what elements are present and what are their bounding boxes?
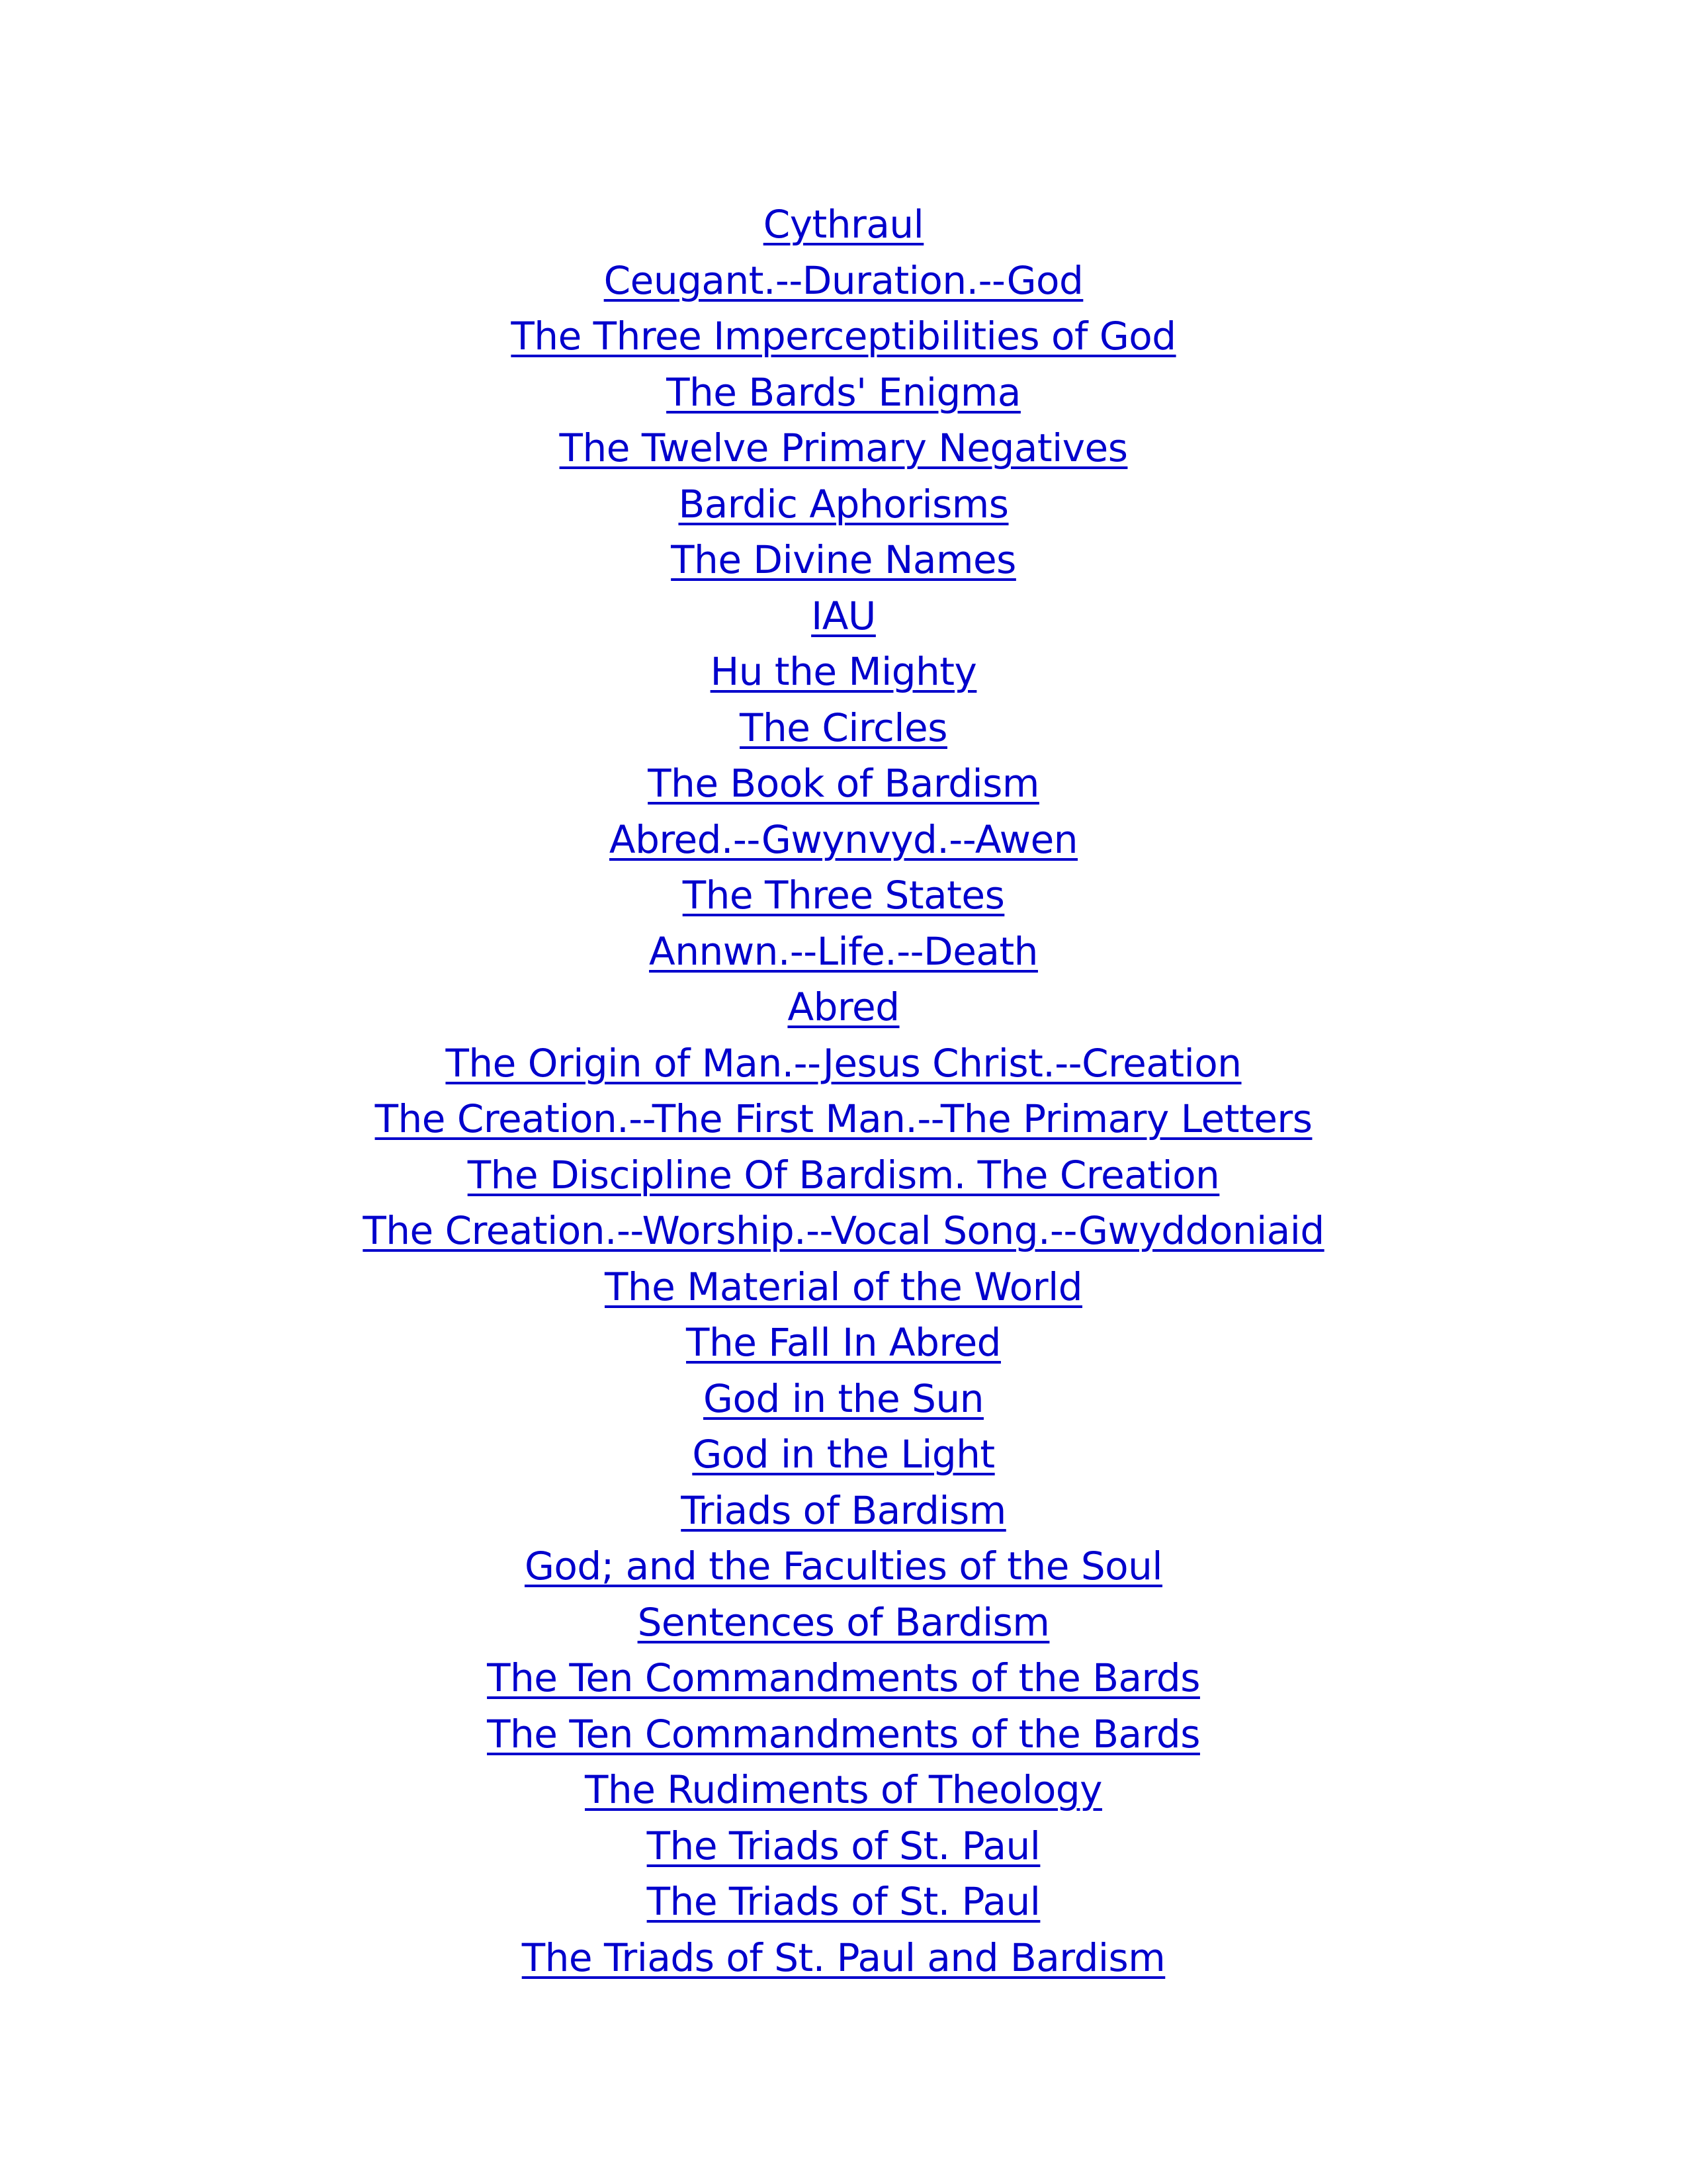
- toc-link[interactable]: The Ten Commandments of the Bards: [487, 1711, 1200, 1757]
- toc-link[interactable]: The Triads of St. Paul and Bardism: [521, 1935, 1166, 1980]
- toc-link[interactable]: The Triads of St. Paul: [646, 1879, 1041, 1924]
- toc-item: [0, 1930, 1687, 1986]
- toc-link[interactable]: Cythraul: [763, 202, 924, 247]
- toc-link[interactable]: The Three States: [682, 873, 1005, 918]
- toc-link[interactable]: The Origin of Man.--Jesus Christ.--Creation: [445, 1040, 1242, 1086]
- toc-item: [0, 644, 1687, 700]
- toc-item: [0, 1147, 1687, 1203]
- toc-item: [0, 1483, 1687, 1539]
- toc-item: [0, 308, 1687, 365]
- toc-item: [0, 1706, 1687, 1763]
- toc-link[interactable]: Triads of Bardism: [681, 1487, 1006, 1533]
- toc-item: [0, 1371, 1687, 1427]
- toc-link[interactable]: The Triads of St. Paul: [646, 1823, 1041, 1868]
- toc-link[interactable]: The Circles: [740, 705, 947, 750]
- toc-item: [0, 700, 1687, 756]
- toc-item: [0, 1091, 1687, 1147]
- toc-link[interactable]: The Twelve Primary Negatives: [559, 425, 1128, 470]
- toc-item: [0, 867, 1687, 924]
- toc-item: [0, 253, 1687, 309]
- toc-item: [0, 1594, 1687, 1651]
- toc-link[interactable]: The Creation.--The First Man.--The Primary Letters: [374, 1096, 1313, 1141]
- toc-item: [0, 812, 1687, 868]
- toc-item: [0, 1874, 1687, 1930]
- toc-link[interactable]: Hu the Mighty: [710, 649, 977, 694]
- toc-item: [0, 1538, 1687, 1594]
- toc-link[interactable]: The Discipline Of Bardism. The Creation: [467, 1152, 1220, 1198]
- toc-item: [0, 1259, 1687, 1315]
- toc-link[interactable]: The Ten Commandments of the Bards: [487, 1655, 1200, 1700]
- toc-link[interactable]: The Book of Bardism: [648, 761, 1039, 806]
- toc-item: [0, 420, 1687, 476]
- toc-item: [0, 979, 1687, 1035]
- toc-item: [0, 1315, 1687, 1371]
- toc-link[interactable]: Abred.--Gwynvyd.--Awen: [609, 816, 1078, 862]
- toc-item: [0, 532, 1687, 588]
- toc-link[interactable]: The Fall In Abred: [686, 1320, 1001, 1365]
- toc-link[interactable]: Bardic Aphorisms: [678, 481, 1009, 527]
- toc-link[interactable]: IAU: [811, 593, 876, 638]
- toc-link[interactable]: God in the Light: [692, 1432, 995, 1477]
- toc-link[interactable]: God; and the Faculties of the Soul: [524, 1544, 1163, 1589]
- toc-item: [0, 1426, 1687, 1483]
- toc-link[interactable]: The Bards' Enigma: [666, 369, 1021, 415]
- toc-item: [0, 924, 1687, 980]
- toc-link[interactable]: Sentences of Bardism: [637, 1599, 1050, 1645]
- toc-link[interactable]: God in the Sun: [703, 1376, 984, 1421]
- toc-link[interactable]: The Rudiments of Theology: [585, 1767, 1102, 1812]
- toc-link[interactable]: The Three Imperceptibilities of God: [511, 314, 1176, 359]
- toc-link[interactable]: Annwn.--Life.--Death: [649, 928, 1038, 974]
- table-of-contents: [0, 197, 1687, 1986]
- toc-link[interactable]: The Creation.--Worship.--Vocal Song.--Gwyddoniaid: [363, 1208, 1324, 1253]
- toc-item: [0, 476, 1687, 533]
- toc-item: [0, 365, 1687, 421]
- toc-item: [0, 1035, 1687, 1092]
- toc-item: [0, 1762, 1687, 1818]
- toc-link[interactable]: The Material of the World: [604, 1264, 1083, 1309]
- toc-item: [0, 588, 1687, 644]
- toc-item: [0, 1818, 1687, 1874]
- toc-item: [0, 197, 1687, 253]
- toc-link[interactable]: The Divine Names: [671, 537, 1016, 582]
- toc-item: [0, 1650, 1687, 1706]
- toc-link[interactable]: Ceugant.--Duration.--God: [603, 257, 1084, 303]
- toc-link[interactable]: Abred: [787, 984, 900, 1029]
- toc-item: [0, 756, 1687, 812]
- toc-item: [0, 1203, 1687, 1259]
